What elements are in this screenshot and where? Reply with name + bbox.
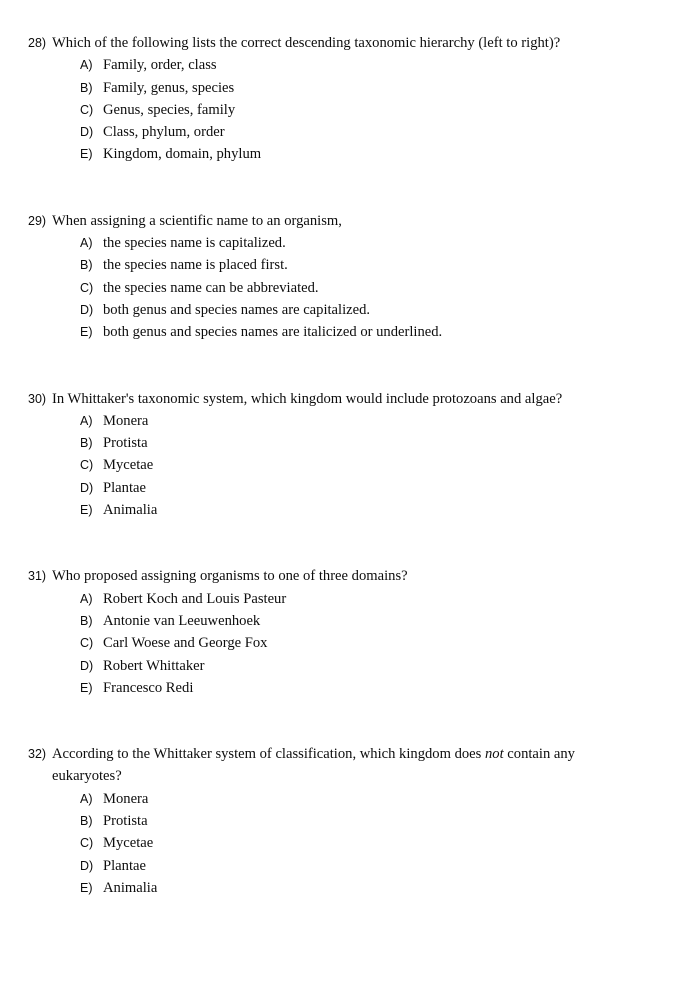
option-row	[80, 121, 661, 143]
option-text: the species name can be abbreviated.	[103, 279, 319, 296]
option-row	[80, 232, 661, 254]
option-letter: E)	[80, 880, 93, 895]
question-text	[52, 743, 661, 788]
option-text: Protista	[103, 813, 148, 830]
option-letter: B)	[80, 436, 93, 451]
option-text: Mycetae	[103, 457, 154, 474]
option-row	[80, 454, 661, 476]
options-list	[80, 588, 661, 699]
question-block	[28, 388, 661, 522]
option-text: Class, phylum, order	[103, 124, 225, 141]
option-text: Animalia	[103, 879, 158, 896]
question-header	[28, 388, 661, 410]
question-text-line	[52, 743, 661, 765]
option-letter: A)	[80, 591, 93, 606]
option-row	[80, 321, 661, 343]
option-letter: A)	[80, 413, 93, 428]
question-text-segment: Who proposed assigning organisms to one of three domains?	[52, 568, 408, 585]
question-text-line	[52, 210, 661, 232]
question-header	[28, 565, 661, 587]
option-row	[80, 877, 661, 899]
option-text: Carl Woese and George Fox	[103, 635, 268, 652]
option-row	[80, 54, 661, 76]
option-row	[80, 77, 661, 99]
question-text-segment: According to the Whittaker system of classification, which kingdom does	[52, 746, 485, 763]
option-letter: D)	[80, 658, 94, 673]
option-text: Animalia	[103, 502, 158, 519]
options-list	[80, 232, 661, 343]
option-text: Kingdom, domain, phylum	[103, 146, 262, 163]
option-letter: C)	[80, 280, 94, 295]
option-letter: E)	[80, 680, 93, 695]
option-letter: B)	[80, 814, 93, 829]
option-row	[80, 410, 661, 432]
option-row	[80, 99, 661, 121]
option-text: Mycetae	[103, 835, 154, 852]
option-text: Protista	[103, 435, 148, 452]
option-row	[80, 143, 661, 165]
question-header	[28, 743, 661, 788]
option-letter: A)	[80, 236, 93, 251]
option-row	[80, 788, 661, 810]
question-text-segment: not	[485, 746, 504, 763]
question-number: 30)	[28, 391, 47, 406]
question-list	[28, 32, 661, 899]
question-text-line	[52, 765, 661, 787]
options-list	[80, 410, 661, 521]
option-letter: C)	[80, 836, 94, 851]
option-row	[80, 610, 661, 632]
option-letter: C)	[80, 102, 94, 117]
question-number: 31)	[28, 569, 47, 584]
option-letter: B)	[80, 80, 93, 95]
question-text	[52, 32, 661, 54]
option-letter: D)	[80, 302, 94, 317]
option-row	[80, 832, 661, 854]
question-text-segment: When assigning a scientific name to an organism,	[52, 212, 342, 229]
question-text	[52, 565, 661, 587]
question-block	[28, 743, 661, 899]
option-row	[80, 254, 661, 276]
option-letter: E)	[80, 325, 93, 340]
option-row	[80, 477, 661, 499]
question-text-segment: Which of the following lists the correct descending taxonomic hierarchy (left to right)?	[52, 35, 561, 51]
option-text: Monera	[103, 412, 149, 429]
question-header	[28, 32, 661, 54]
option-row	[80, 677, 661, 699]
option-letter: D)	[80, 480, 94, 495]
option-letter: C)	[80, 458, 94, 473]
option-letter: D)	[80, 858, 94, 873]
question-text-line	[52, 565, 661, 587]
option-text: the species name is placed first.	[103, 257, 288, 274]
question-text-segment: In Whittaker's taxonomic system, which kingdom would include protozoans and algae?	[52, 390, 563, 407]
option-letter: E)	[80, 503, 93, 518]
options-list	[80, 788, 661, 899]
question-text-line	[52, 388, 661, 410]
option-row	[80, 499, 661, 521]
option-text: Family, genus, species	[103, 79, 235, 96]
option-text: the species name is capitalized.	[103, 235, 286, 252]
option-text: Monera	[103, 790, 149, 807]
option-row	[80, 432, 661, 454]
question-header	[28, 210, 661, 232]
question-number: 32)	[28, 747, 47, 762]
option-letter: A)	[80, 58, 93, 73]
question-number: 28)	[28, 36, 47, 50]
question-text	[52, 210, 661, 232]
option-text: Francesco Redi	[103, 679, 194, 696]
option-row	[80, 632, 661, 654]
option-text: Genus, species, family	[103, 101, 236, 118]
option-text: Family, order, class	[103, 57, 217, 74]
question-block	[28, 210, 661, 344]
option-row	[80, 855, 661, 877]
option-text: both genus and species names are italicized or underlined.	[103, 324, 443, 341]
question-block	[28, 565, 661, 699]
option-text: Plantae	[103, 857, 146, 874]
question-block	[28, 32, 661, 166]
option-row	[80, 810, 661, 832]
option-text: Antonie van Leeuwenhoek	[103, 612, 261, 629]
options-list	[80, 54, 661, 165]
option-text: both genus and species names are capitalized.	[103, 301, 371, 318]
option-text: Plantae	[103, 479, 146, 496]
option-row	[80, 588, 661, 610]
question-text-segment: eukaryotes?	[52, 768, 122, 785]
option-text: Robert Koch and Louis Pasteur	[103, 590, 287, 607]
option-letter: E)	[80, 147, 93, 162]
question-text	[52, 388, 661, 410]
question-number: 29)	[28, 213, 47, 228]
option-row	[80, 277, 661, 299]
option-letter: A)	[80, 791, 93, 806]
option-letter: C)	[80, 636, 94, 651]
option-text: Robert Whittaker	[103, 657, 205, 674]
option-letter: D)	[80, 125, 94, 140]
option-row	[80, 299, 661, 321]
option-row	[80, 655, 661, 677]
option-letter: B)	[80, 258, 93, 273]
question-text-line	[52, 32, 661, 54]
question-text-segment: contain any	[503, 746, 575, 763]
option-letter: B)	[80, 613, 93, 628]
